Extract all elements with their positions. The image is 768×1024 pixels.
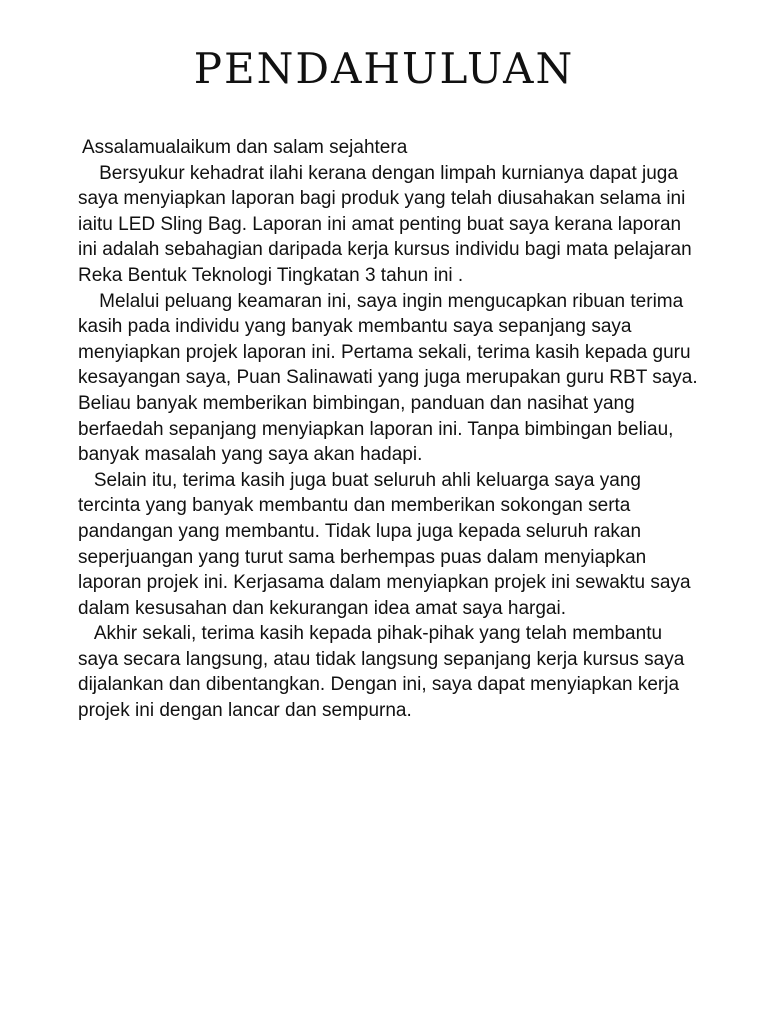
paragraph-closing: Akhir sekali, terima kasih kepada pihak-pihak yang telah membantu saya secara langsung, atau tidak langsung sepanjang kerja kursus saya dijalankan dan dibentangkan. Dengan ini, saya dapat menyiapkan kerja projek ini dengan lancar dan sempurna.	[78, 623, 690, 722]
page-title: PENDAHULUAN	[193, 44, 575, 93]
paragraph-thanks-teacher: Melalui peluang keamaran ini, saya ingin mengucapkan ribuan terima kasih pada individu yang banyak membantu saya sepanjang saya menyiapkan projek laporan ini. Pertama sekali, terima kasih kepada guru kesayangan saya, Puan Salinawati yang juga merupakan guru RBT saya. Beliau banyak memberikan bimbingan, panduan dan nasihat yang berfaedah sepanjang menyiapkan laporan ini. Tanpa bimbingan beliau, banyak masalah yang saya akan hadapi.	[78, 290, 703, 466]
paragraph-thanks-family: Selain itu, terima kasih juga buat seluruh ahli keluarga saya yang tercinta yang banyak membantu dan memberikan sokongan serta pandangan yang membantu. Tidak lupa juga kepada seluruh rakan seperjuangan yang turut sama berhempas puas dalam menyiapkan laporan projek ini. Kerjasama dalam menyiapkan projek ini sewaktu saya dalam kesusahan dan kekurangan idea amat saya hargai.	[78, 469, 696, 619]
greeting-line: Assalamualaikum dan salam sejahtera	[82, 137, 408, 158]
paragraph-intro: Bersyukur kehadrat ilahi kerana dengan limpah kurnianya dapat juga saya menyiapkan laporan bagi produk yang telah diusahakan selama ini iaitu LED Sling Bag. Laporan ini amat penting buat saya kerana laporan ini adalah sebahagian daripada kerja kursus individu bagi mata pelajaran Reka Bentuk Teknologi Tingkatan 3 tahun ini .	[78, 162, 697, 286]
document-body	[78, 135, 703, 724]
